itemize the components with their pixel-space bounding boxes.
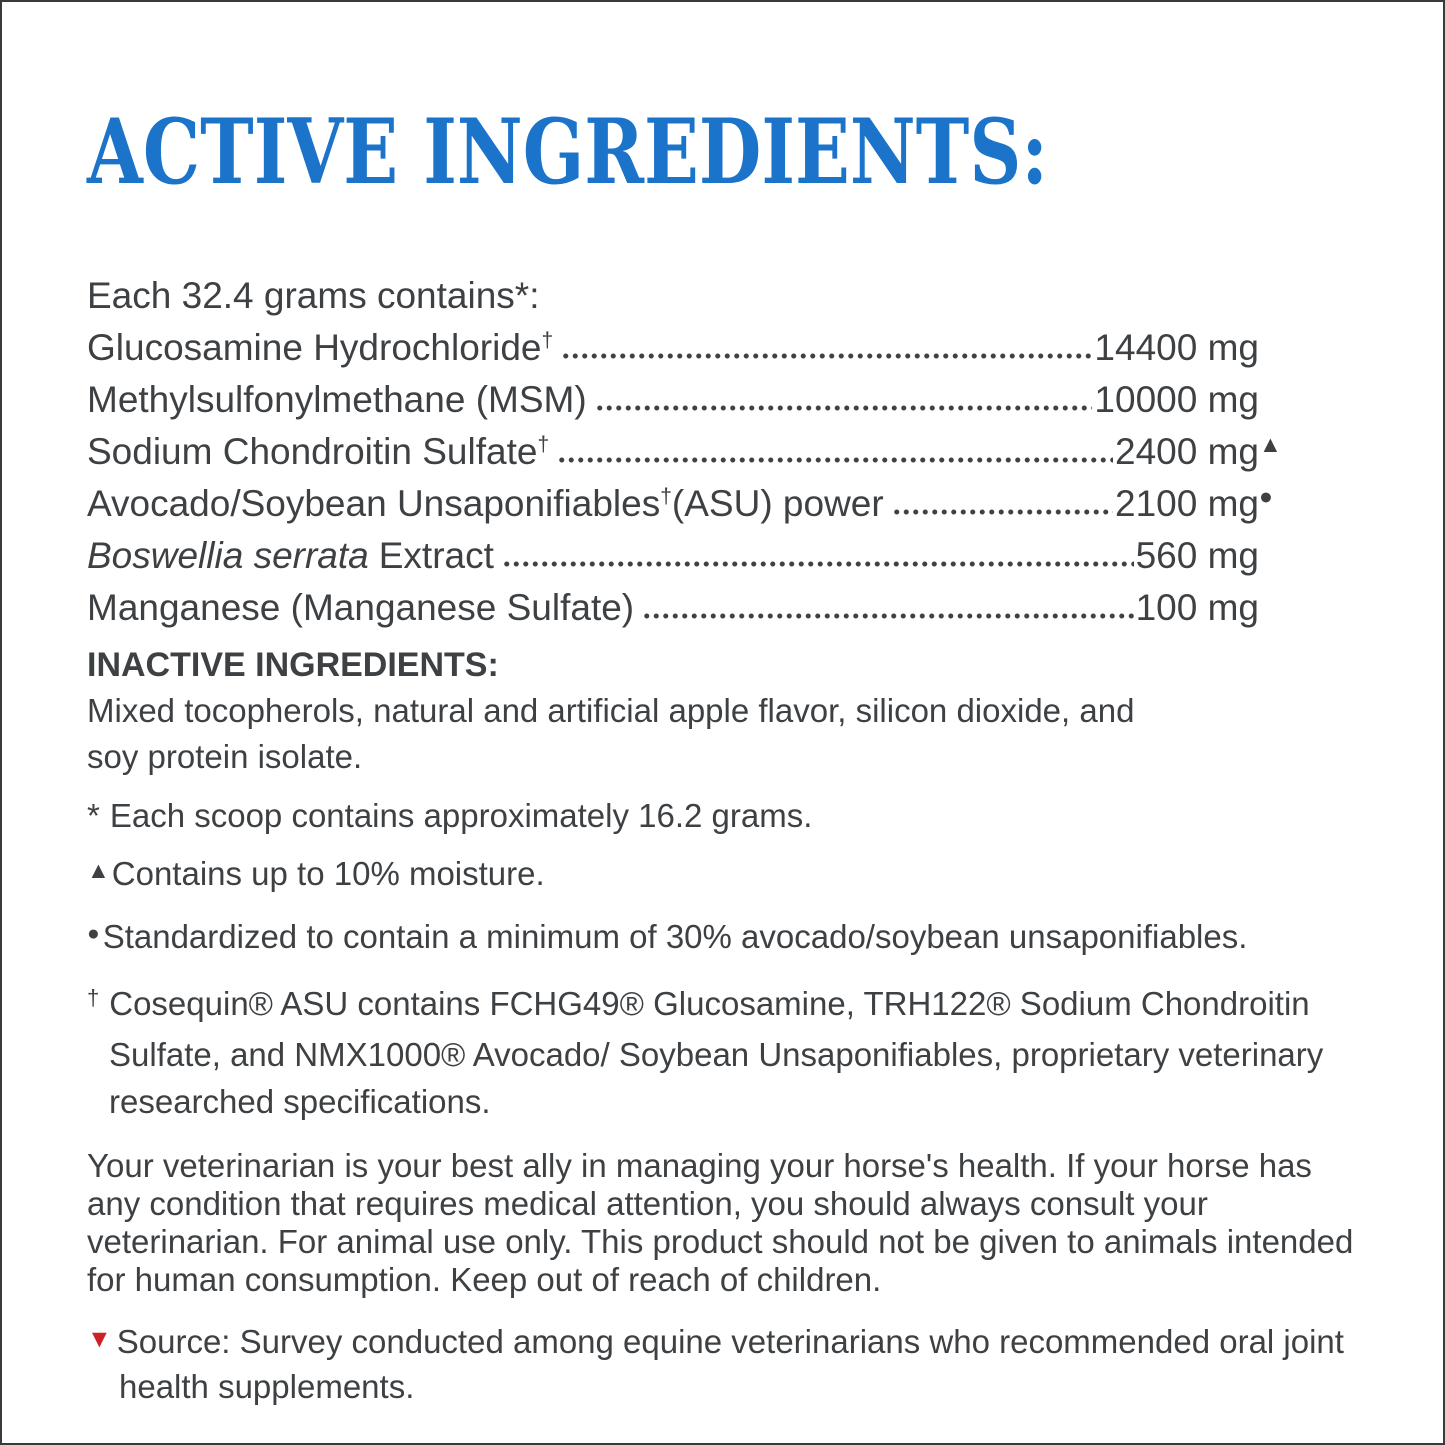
ingredient-value: 2100 mg bbox=[1115, 483, 1259, 524]
inactive-ingredients-body: Mixed tocopherols, natural and artificial apple flavor, silicon dioxide, and soy protein isolate. bbox=[87, 692, 1135, 775]
ingredient-value: 560 mg bbox=[1135, 535, 1259, 576]
circle-marker-icon: ● bbox=[87, 922, 100, 945]
ingredients-intro: Each 32.4 grams contains*: bbox=[87, 275, 540, 316]
footnote-text: Standardized to contain a minimum of 30% avocado/soybean unsaponifiables. bbox=[102, 918, 1248, 955]
inactive-ingredients-heading: INACTIVE INGREDIENTS: bbox=[87, 646, 499, 684]
dot-leader bbox=[502, 530, 1134, 582]
source-text: Source: Survey conducted among equine veterinarians who recommended oral joint health supplements. bbox=[116, 1323, 1344, 1405]
dot-leader bbox=[892, 478, 1113, 530]
ingredient-row bbox=[87, 374, 1259, 426]
footnote-text: Contains up to 10% moisture. bbox=[111, 855, 545, 892]
ingredient-row: Avocado/Soybean Unsaponifiables † (ASU) power 2100 mg ● bbox=[87, 478, 1259, 530]
footnote-moisture bbox=[87, 852, 1363, 899]
veterinarian-disclaimer: Your veterinarian is your best ally in managing your horse's health. If your horse has any condition that requires medical attention, you should always consult your veterinarian. For animal use only. This product should not be given to animals intended for human consumption. Keep out of reach of children. bbox=[87, 1147, 1354, 1298]
ingredient-name: Glucosamine Hydrochloride bbox=[87, 327, 542, 368]
footnote-standardized bbox=[87, 915, 1363, 964]
footnotes-section bbox=[87, 794, 1363, 1125]
ingredient-name: Sodium Chondroitin Sulfate bbox=[87, 431, 538, 472]
ingredient-value: 14400 mg bbox=[1094, 327, 1259, 368]
ingredient-value: 10000 mg bbox=[1094, 379, 1259, 420]
active-ingredients-table bbox=[87, 322, 1282, 634]
dot-leader bbox=[595, 374, 1093, 426]
ingredient-name-italic: Boswellia serrata bbox=[87, 535, 369, 576]
page-title: ACTIVE INGREDIENTS: bbox=[87, 99, 1048, 205]
ingredient-row: Sodium Chondroitin Sulfate † 2400 mg ▲ bbox=[87, 426, 1259, 478]
dot-leader bbox=[557, 426, 1113, 478]
footnote-text: Cosequin® ASU contains FCHG49® Glucosamine, TRH122® Sodium Chondroitin Sulfate, and NMX1000® Avocado/ Soybean Unsaponifiables, proprietary veterinary researched specifications. bbox=[109, 985, 1324, 1120]
ingredient-name: Methylsulfonylmethane (MSM) bbox=[87, 379, 587, 420]
dot-leader bbox=[642, 582, 1133, 634]
dagger-marker: † bbox=[87, 985, 100, 1010]
ingredient-name: Avocado/Soybean Unsaponifiables bbox=[87, 483, 661, 524]
triangle-up-marker-icon: ▲ bbox=[87, 857, 110, 883]
ingredient-name-suffix: (ASU) power bbox=[671, 483, 884, 524]
source-note bbox=[87, 1321, 1363, 1408]
ingredient-value: 2400 mg bbox=[1115, 431, 1259, 472]
footnote-trademarks bbox=[87, 980, 1363, 1125]
ingredient-name: Extract bbox=[378, 535, 494, 576]
ingredient-row bbox=[87, 530, 1259, 582]
dot-leader bbox=[561, 322, 1092, 374]
ingredient-value: 100 mg bbox=[1135, 587, 1259, 628]
asterisk-marker: * bbox=[87, 797, 100, 834]
ingredient-name: Manganese (Manganese Sulfate) bbox=[87, 587, 635, 628]
triangle-down-red-icon: ▼ bbox=[87, 1325, 112, 1353]
ingredient-row bbox=[87, 582, 1259, 634]
footnote-scoop bbox=[87, 794, 1363, 838]
footnote-text: Each scoop contains approximately 16.2 grams. bbox=[109, 797, 813, 834]
ingredient-row: Glucosamine Hydrochloride † 14400 mg bbox=[87, 322, 1259, 374]
